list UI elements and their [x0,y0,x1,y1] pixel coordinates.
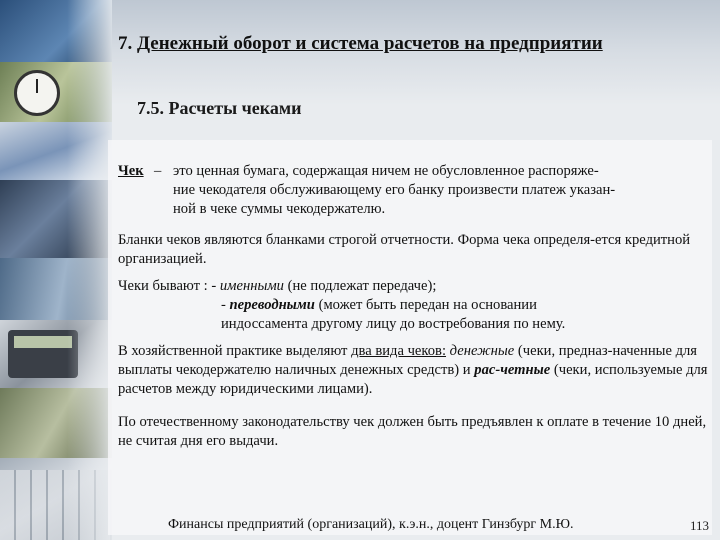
kinds-intro: Чеки бывают : - [118,278,217,294]
kind-transfer-line-2: индоссамента другому лицу до востребования по нему. [221,316,566,332]
kind-transfer-line [118,296,708,315]
definition-term: Чек [118,163,144,179]
collage-fade [0,0,112,540]
practice-text-3: (чеки, используемые для расчетов между юридическими лицами). [118,362,708,397]
kind-transfer-desc: (может быть передан на основании [318,297,537,313]
legislation-paragraph: По отечественному законодательству чек должен быть предъявлен к оплате в течение 10 дней, не считая дня его выдачи. [118,414,707,449]
definition-dash: – [154,163,162,179]
title-text: Денежный оборот и система расчетов на предприятии [137,33,603,54]
kind-transfer-term: переводными [229,297,315,313]
definition-line-2: ние чекодателя обслуживающему его банку произвести платеж указан- [173,182,616,198]
practice-term-cash: денежные [449,343,515,359]
practice-underlined: два вида чеков: [351,343,447,359]
practice-term-settlement: рас-четные [474,362,551,378]
blanks-paragraph: Бланки чеков являются бланками строгой отчетности. Форма чека определя-ется кредитной организацией. [118,232,691,267]
kind-named-term: именными [219,278,284,294]
practice-text-1: В хозяйственной практике выделяют [118,343,348,359]
footer-author: Финансы предприятий (организаций), к.э.н., доцент Гинзбург М.Ю. [168,517,574,532]
practice-paragraph [118,342,708,399]
definition-paragraph [118,162,708,219]
section-subtitle: 7.5. Расчеты чеками [137,98,302,118]
kind-named-desc: (не подлежат передаче); [287,278,437,294]
decorative-photo-collage [0,0,112,540]
page-number: 113 [690,518,710,533]
practice-text-2: (чеки, предназ-наченные для выплаты чекодержателю наличных денежных средств) и [118,343,698,378]
kinds-paragraph [118,277,708,334]
kind-transfer-dash: - [221,297,226,313]
slide-content [118,162,708,459]
definition-line-3: ной в чеке суммы чекодержателю. [173,201,386,217]
definition-line-1: это ценная бумага, содержащая ничем не обусловленное распоряже- [173,163,599,179]
title-number: 7. [118,33,133,54]
slide-title [118,33,603,55]
